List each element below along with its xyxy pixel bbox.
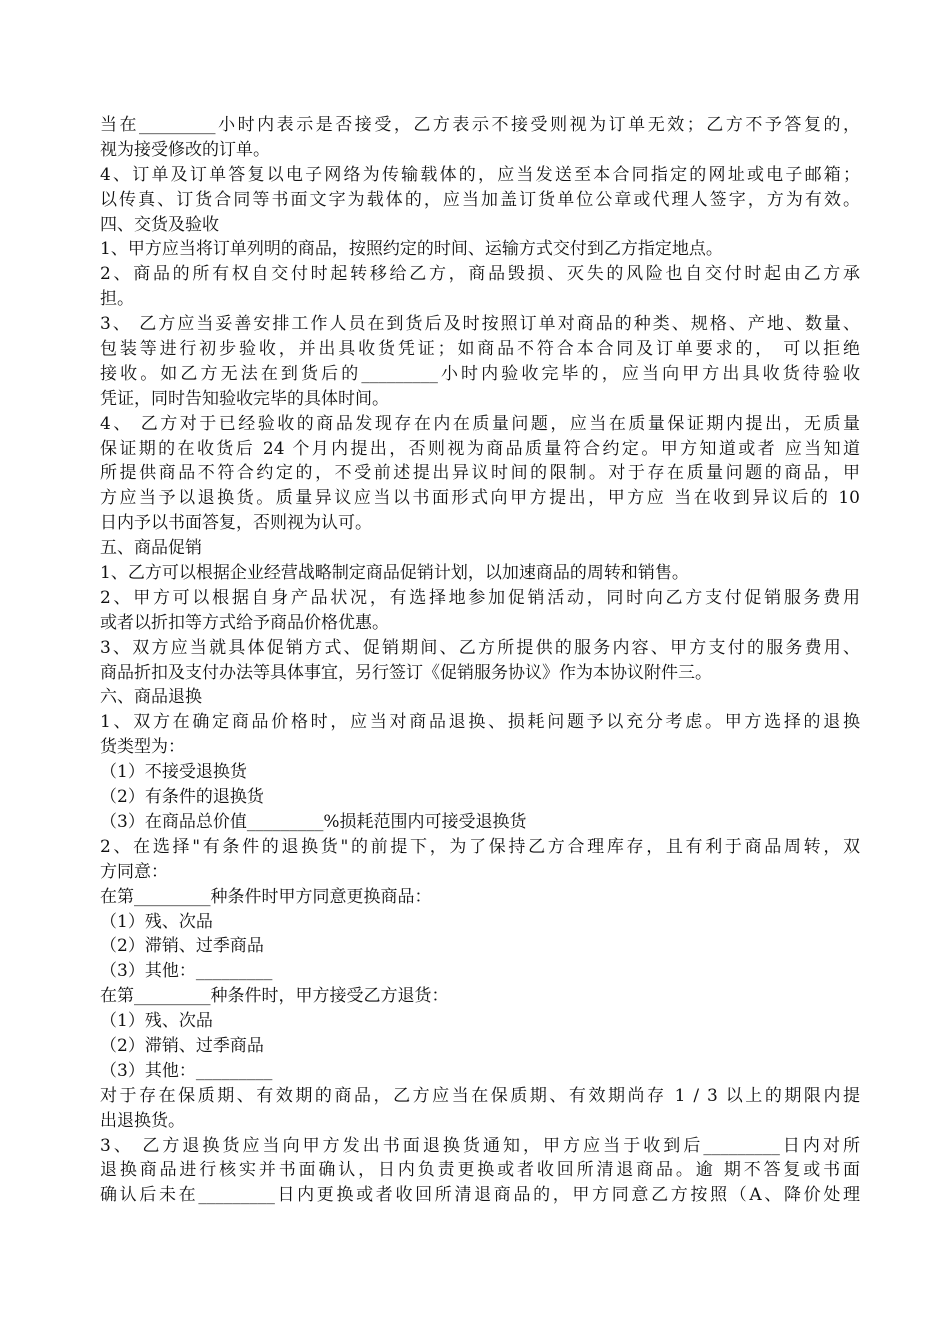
document-line: 当在_________小时内表示是否接受，乙方表示不接受则视为订单无效；乙方不予答复的， [100, 115, 860, 135]
document-line: 在第_________种条件时，甲方接受乙方退货： [100, 986, 449, 1007]
document-line: 2、商品的所有权自交付时起转移给乙方，商品毁损、灭失的风险也自交付时起由乙方承 [100, 264, 860, 285]
document-line: 保证期的在收货后 24 个月内提出，否则视为商品质量符合约定。甲方知道或者 应当知道 [100, 438, 860, 459]
document-line: （3）其他：_________ [100, 961, 273, 982]
document-line: 1、甲方应当将订单列明的商品，按照约定的时间、运输方式交付到乙方指定地点。 [100, 239, 723, 260]
document-line: 凭证，同时告知验收完毕的具体时间。 [100, 388, 389, 409]
document-line: 商品折扣及支付办法等具体事宜，另行签订《促销服务协议》作为本协议附件三。 [100, 662, 712, 683]
document-line: 方应当予以退换货。质量异议应当以书面形式向甲方提出，甲方应 当在收到异议后的 10 [100, 488, 860, 509]
document-line: 担。 [100, 289, 134, 310]
document-line: （2）滞销、过季商品 [100, 936, 264, 957]
document-line: （1）残、次品 [100, 1011, 213, 1032]
document-line: 日内予以书面答复，否则视为认可。 [100, 513, 372, 534]
document-line: （1）残、次品 [100, 911, 213, 932]
document-line: （1）不接受退换货 [100, 762, 247, 783]
document-line: 2、甲方可以根据自身产品状况，有选择地参加促销活动，同时向乙方支付促销服务费用 [100, 587, 860, 608]
document-line: 货类型为： [100, 737, 185, 758]
document-line: （2）有条件的退换货 [100, 787, 264, 808]
document-line: （2）滞销、过季商品 [100, 1035, 264, 1056]
document-line: 出退换货。 [100, 1110, 185, 1131]
document-line: 4、 乙方对于已经验收的商品发现存在内在质量问题，应当在质量保证期内提出，无质量 [100, 413, 860, 434]
document-line: （3）其他：_________ [100, 1060, 273, 1081]
document-line: 六、商品退换 [100, 687, 202, 708]
document-line: 1、双方在确定商品价格时，应当对商品退换、损耗问题予以充分考虑。甲方选择的退换 [100, 712, 860, 733]
document-line: 2、在选择"有条件的退换货"的前提下，为了保持乙方合理库存，且有利于商品周转，双 [100, 836, 860, 857]
document-line: 所提供商品不符合约定的，不受前述提出异议时间的限制。对于存在质量问题的商品，甲 [100, 463, 860, 484]
document-line: 1、乙方可以根据企业经营战略制定商品促销计划，以加速商品的周转和销售。 [100, 563, 689, 584]
document-body [100, 113, 860, 1208]
document-line: 包装等进行初步验收，并出具收货凭证；如商品不符合本合同及订单要求的， 可以拒绝 [100, 339, 860, 360]
document-line: 对于存在保质期、有效期的商品，乙方应当在保质期、有效期尚存 1 / 3 以上的期限内提 [100, 1085, 860, 1106]
document-line: 3、 乙方应当妥善安排工作人员在到货后及时按照订单对商品的种类、规格、产地、数量、 [100, 314, 860, 335]
document-line: 在第_________种条件时甲方同意更换商品： [100, 886, 432, 907]
document-line: 或者以折扣等方式给予商品价格优惠。 [100, 612, 389, 633]
document-line: 以传真、订货合同等书面文字为载体的，应当加盖订货单位公章或代理人签字，方为有效。 [100, 189, 860, 210]
document-line: 退换商品进行核实并书面确认，日内负责更换或者收回所清退商品。逾 期不答复或书面 [100, 1160, 860, 1181]
document-line: 3、 乙方退换货应当向甲方发出书面退换货通知，甲方应当于收到后_________日内对所 [100, 1135, 860, 1156]
document-line: 视为接受修改的订单。 [100, 139, 270, 160]
document-line: 方同意： [100, 861, 168, 882]
document-line: 接收。如乙方无法在到货后的_________小时内验收完毕的，应当向甲方出具收货待验收 [100, 363, 860, 384]
document-line: 4、订单及订单答复以电子网络为传输载体的，应当发送至本合同指定的网址或电子邮箱； [100, 164, 860, 185]
document-line: 3、双方应当就具体促销方式、促销期间、乙方所提供的服务内容、甲方支付的服务费用、 [100, 637, 860, 658]
document-line: 五、商品促销 [100, 538, 202, 559]
document-line: 四、交货及验收 [100, 214, 219, 235]
document-line: 确认后未在_________日内更换或者收回所清退商品的，甲方同意乙方按照（A、降价处理 [100, 1185, 860, 1206]
document-line: （3）在商品总价值_________%损耗范围内可接受退换货 [100, 811, 527, 832]
